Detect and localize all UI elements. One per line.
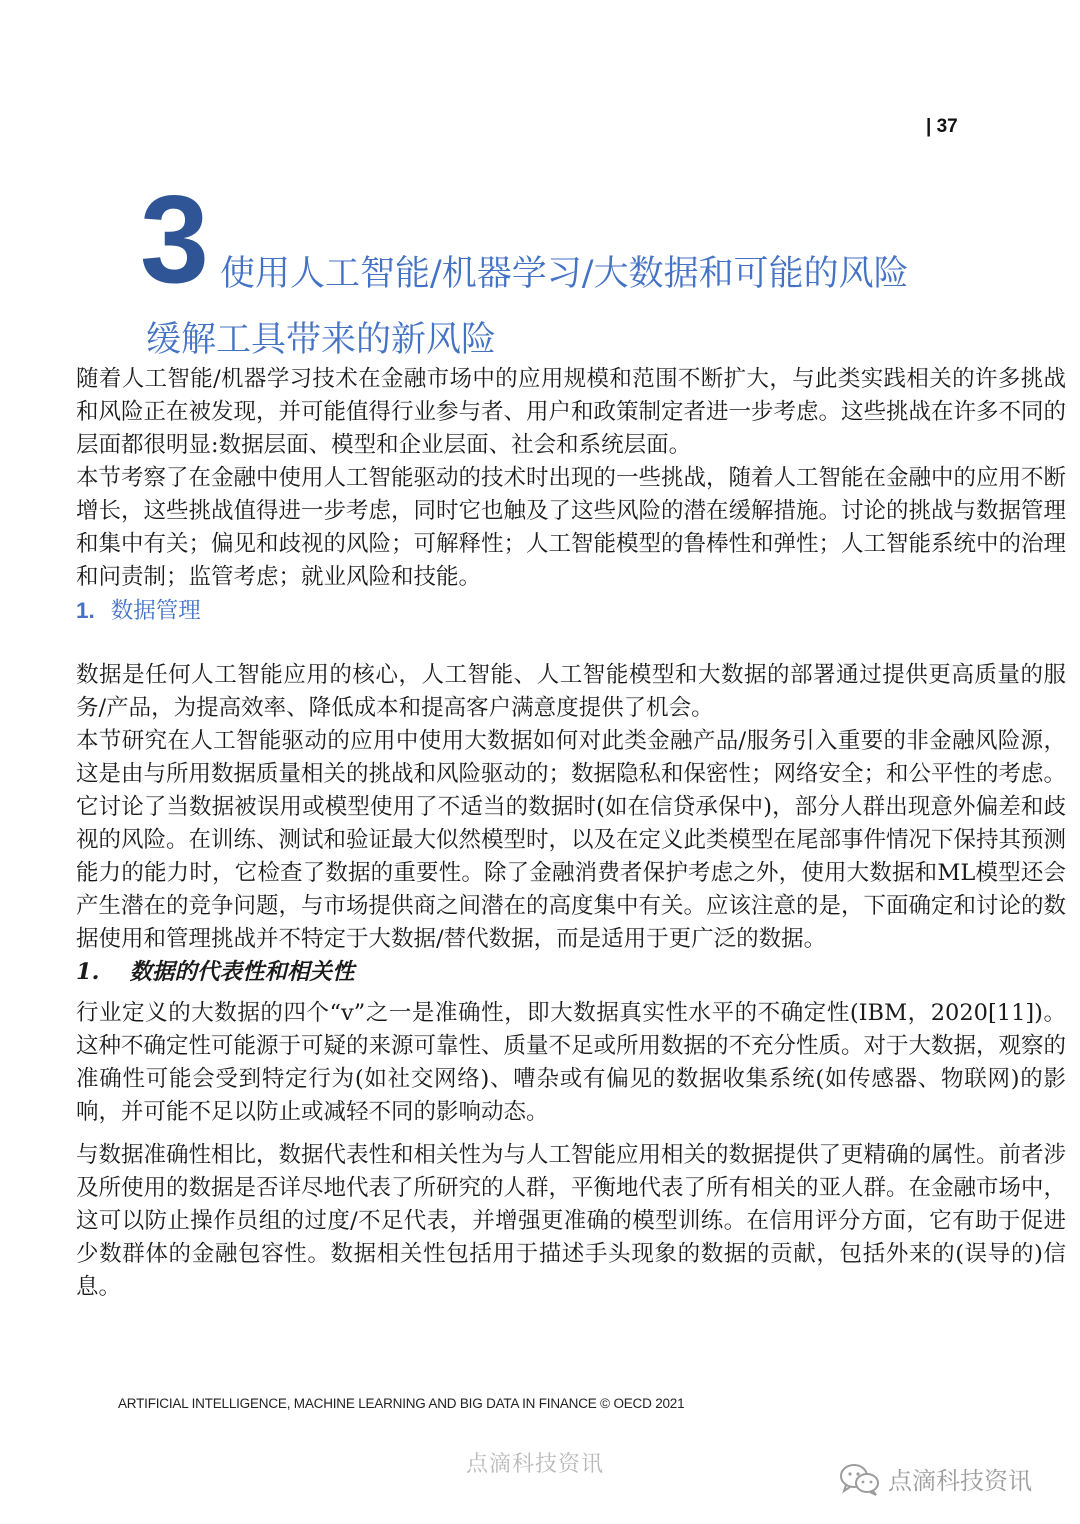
chapter-number: 3 — [140, 171, 207, 309]
section-heading-data-management — [76, 594, 1066, 628]
paragraph-veracity: 行业定义的大数据的四个“v”之一是准确性，即大数据真实性水平的不确定性(IBM，2020[11])。这种不确定性可能源于可疑的来源可靠性、质量不足或所用数据的不充分性质。对于大数据，观察的准确性可能会受到特定行为(如社交网络)、嘈杂或有偏见的数据收集系统(如传感器、物联网)的影响，并可能不足以防止或减轻不同的影响动态。 — [76, 1000, 1067, 1125]
subsection-number: 1. — [76, 959, 100, 985]
paragraph-overview: 本节考察了在金融中使用人工智能驱动的技术时出现的一些挑战，随着人工智能在金融中的应用不断增长，这些挑战值得进一步考虑，同时它也触及了这些风险的潜在缓解措施。讨论的挑战与数据管理和集中有关；偏见和歧视的风险；可解释性；人工智能模型的鲁棒性和弹性；人工智能系统中的治理和问责制；监管考虑；就业风险和技能。 — [76, 465, 1067, 590]
watermark-right — [838, 1461, 1032, 1496]
subsection-heading-representativeness — [76, 956, 1066, 989]
section-number: 1. — [76, 598, 95, 623]
paragraph-data-risks: 本节研究在人工智能驱动的应用中使用大数据如何对此类金融产品/服务引入重要的非金融风险源，这是由与所用数据质量相关的挑战和风险驱动的；数据隐私和保密性；网络安全；和公平性的考虑。它讨论了当数据被误用或模型使用了不适当的数据时(如在信贷承保中)，部分人群出现意外偏差和歧视的风险。在训练、测试和验证最大似然模型时，以及在定义此类模型在尾部事件情况下保持其预测能力的能力时，它检查了数据的重要性。除了金融消费者保护考虑之外，使用大数据和ML模型还会产生潜在的竞争问题，与市场提供商之间潜在的高度集中有关。应该注意的是，下面确定和讨论的数据使用和管理挑战并不特定于大数据/替代数据，而是适用于更广泛的数据。 — [76, 728, 1067, 952]
paragraph-intro: 随着人工智能/机器学习技术在金融市场中的应用规模和范围不断扩大，与此类实践相关的许多挑战和风险正在被发现，并可能值得行业参与者、用户和政策制定者进一步考虑。这些挑战在许多不同的层面都很明显:数据层面、模型和企业层面、社会和系统层面。 — [76, 366, 1067, 458]
wechat-icon — [838, 1462, 882, 1496]
page-number: | 37 — [926, 116, 958, 137]
subsection-title: 数据的代表性和相关性 — [129, 959, 355, 985]
page-footer: ARTIFICIAL INTELLIGENCE, MACHINE LEARNING AND BIG DATA IN FINANCE © OECD 2021 — [118, 1396, 685, 1411]
main-content — [76, 363, 1066, 1304]
watermark-right-text: 点滴科技资讯 — [888, 1467, 1032, 1495]
chapter-subtitle: 缓解工具带来的新风险 — [146, 320, 497, 360]
paragraph-data-core: 数据是任何人工智能应用的核心，人工智能、人工智能模型和大数据的部署通过提供更高质量的服务/产品，为提高效率、降低成本和提高客户满意度提供了机会。 — [76, 662, 1066, 721]
section-title: 数据管理 — [110, 598, 201, 624]
paragraph-representativeness: 与数据准确性相比，数据代表性和相关性为与人工智能应用相关的数据提供了更精确的属性。前者涉及所使用的数据是否详尽地代表了所研究的人群，平衡地代表了所有相关的亚人群。在金融市场中，这可以防止操作员组的过度/不足代表，并增强更准确的模型训练。在信用评分方面，它有助于促进少数群体的金融包容性。数据相关性包括用于描述手头现象的数据的贡献，包括外来的(误导的)信息。 — [76, 1142, 1067, 1300]
chapter-title: 使用人工智能/机器学习/大数据和可能的风险 — [220, 254, 909, 294]
watermark-center: 点滴科技资讯 — [466, 1452, 605, 1477]
